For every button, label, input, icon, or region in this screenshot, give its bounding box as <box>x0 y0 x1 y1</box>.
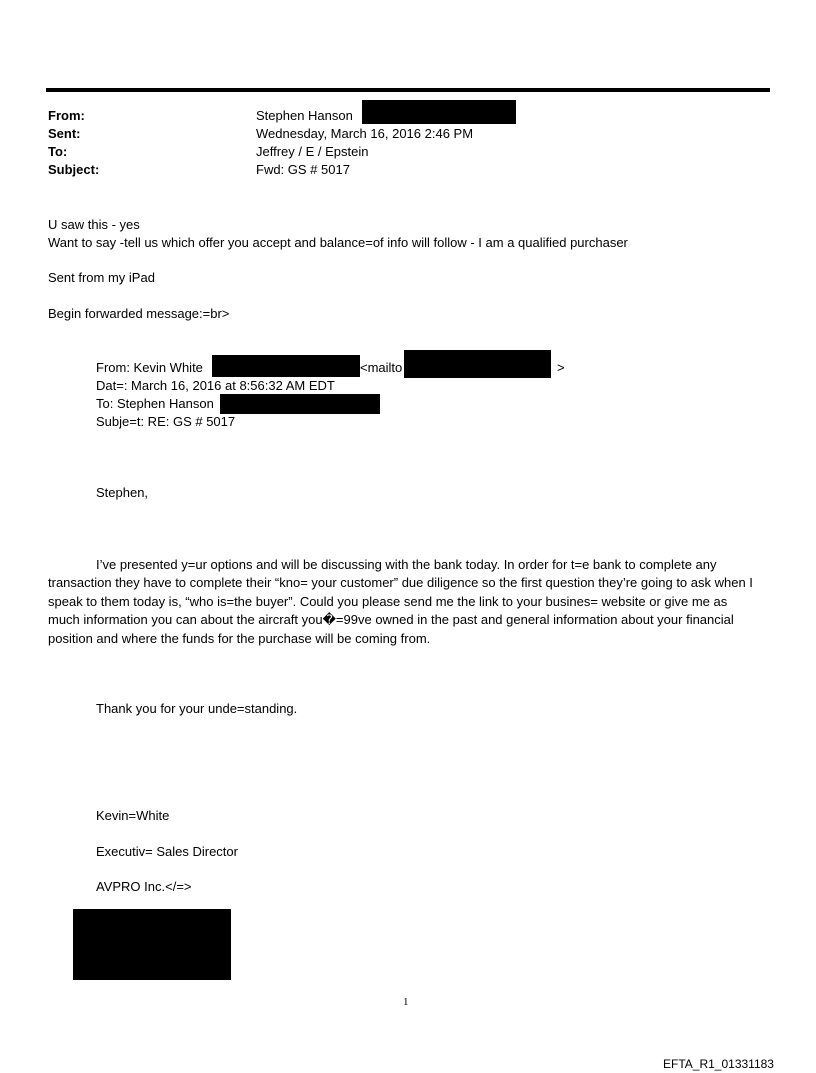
fwd-subject-line: Subje=t: RE: GS # 5017 <box>96 414 236 429</box>
body-line-2: Want to say -tell us which offer you accept and balance=of info will follow - I am a qualified purchaser <box>48 235 628 250</box>
from-value: Stephen Hanson <box>256 108 353 123</box>
fwd-from-line: From: Kevin White <box>96 360 203 375</box>
to-value: Jeffrey / E / Epstein <box>256 144 369 159</box>
redaction-box <box>404 350 551 378</box>
redaction-box <box>73 909 231 980</box>
fwd-greeting: Stephen, <box>96 485 149 500</box>
begin-forwarded-label: Begin forwarded message:=br> <box>48 306 230 321</box>
sig-name: Kevin=White <box>96 808 170 823</box>
sent-from-signature: Sent from my iPad <box>48 270 155 285</box>
sent-value: Wednesday, March 16, 2016 2:46 PM <box>256 126 474 141</box>
header-rule <box>46 88 770 92</box>
subject-label: Subject: <box>48 162 100 177</box>
page-number: 1 <box>403 996 409 1008</box>
to-label: To: <box>48 144 68 159</box>
fwd-body-paragraph <box>48 556 760 648</box>
subject-value: Fwd: GS # 5017 <box>256 162 350 177</box>
body-line-1: U saw this - yes <box>48 217 140 232</box>
sig-company: AVPRO Inc.</=> <box>96 879 192 894</box>
fwd-to-line: To: Stephen Hanson <box>96 396 214 411</box>
redaction-box <box>362 100 516 124</box>
sent-label: Sent: <box>48 126 81 141</box>
from-label: From: <box>48 108 85 123</box>
document-id: EFTA_R1_01331183 <box>663 1057 774 1071</box>
fwd-date-line: Dat=: March 16, 2016 at 8:56:32 AM EDT <box>96 378 335 393</box>
redaction-box <box>212 355 360 377</box>
fwd-mailto: <mailto <box>360 360 403 375</box>
redaction-box <box>220 394 380 414</box>
sig-title: Executiv= Sales Director <box>96 844 238 859</box>
fwd-body-text: I’ve presented y=ur options and will be discussing with the bank today. In order for t=e bank to complete any transaction they have to complete their “kno= your customer” due diligence so the first question they’re going to ask when I speak to them today is, “who is=the buyer”. Could you please send me the link to your busines= website or give me as much information you can about the aircraft you�=99ve owned in the past and general information about your financial position and where the funds for the purchase will be coming from. <box>48 557 753 646</box>
fwd-mailto-end: > <box>557 360 565 375</box>
fwd-thanks: Thank you for your unde=standing. <box>96 701 298 716</box>
